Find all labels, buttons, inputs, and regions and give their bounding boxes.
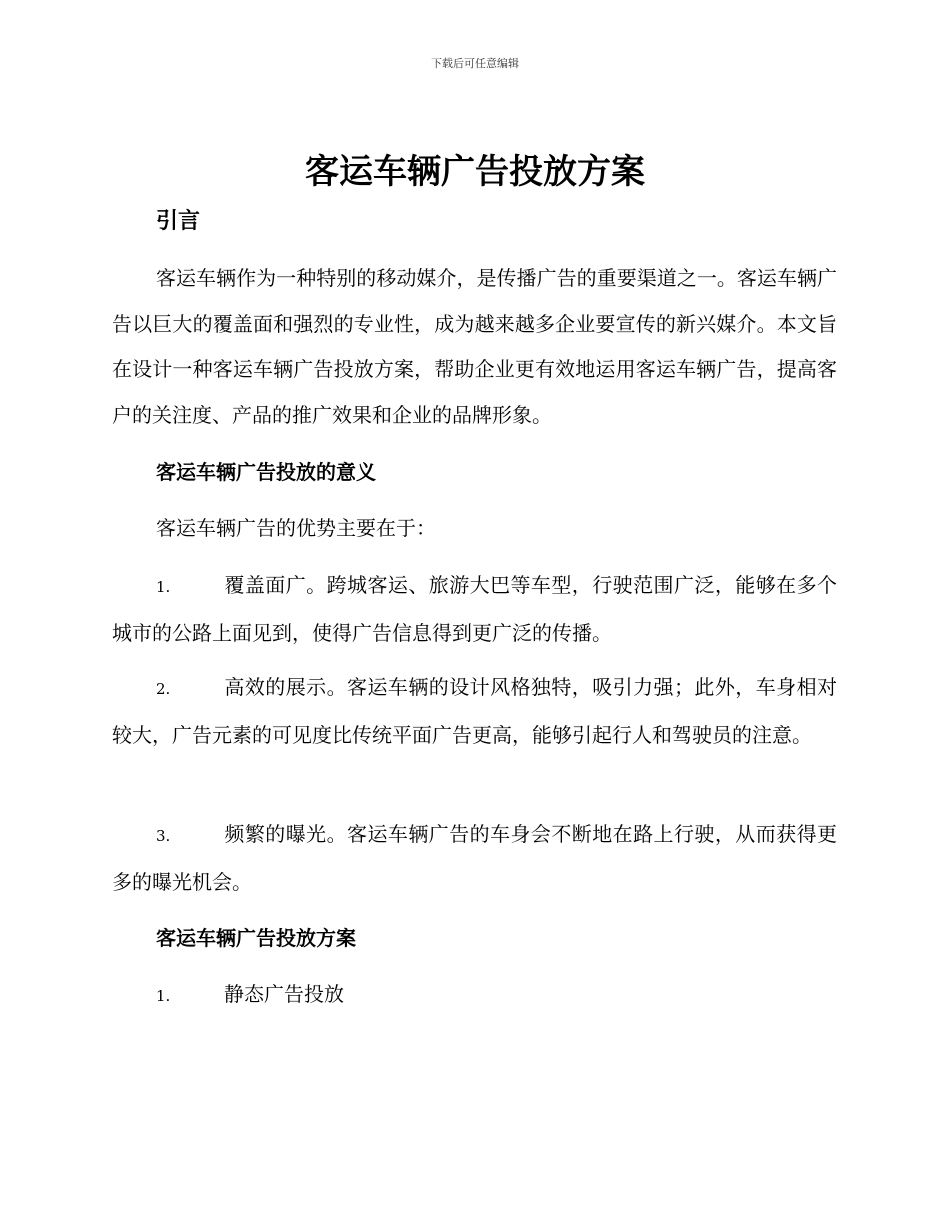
intro-heading: 引言 xyxy=(156,209,201,234)
list-item-text: 覆盖面广。跨城客运、旅游大巴等车型，行驶范围广泛，能够在多个城市的公路上面见到，使得广告信息得到更广泛的传播。 xyxy=(112,573,837,645)
list-item-text: 静态广告投放 xyxy=(224,982,344,1006)
list-item-number: 3. xyxy=(156,827,171,845)
list-item-number: 2. xyxy=(156,680,171,698)
list-item xyxy=(112,665,837,758)
list-item-number: 1. xyxy=(156,987,171,1005)
list-item-text: 频繁的曝光。客运车辆广告的车身会不断地在路上行驶，从而获得更多的曝光机会。 xyxy=(112,822,837,894)
list-item xyxy=(112,812,837,905)
document-title: 客运车辆广告投放方案 xyxy=(305,152,645,192)
list-item xyxy=(112,972,837,1020)
intro-paragraph: 客运车辆作为一种特别的移动媒介，是传播广告的重要渠道之一。客运车辆广告以巨大的覆盖面和强烈的专业性，成为越来越多企业要宣传的新兴媒介。本文旨在设计一种客运车辆广告投放方案，帮助企业更有效地运用客运车辆广告，提高客户的关注度、产品的推广效果和企业的品牌形象。 xyxy=(112,266,837,427)
section-lead-text: 客运车辆广告的优势主要在于： xyxy=(156,516,436,540)
section-heading-significance: 客运车辆广告投放的意义 xyxy=(156,460,376,484)
list-item-text: 高效的展示。客运车辆的设计风格独特，吸引力强；此外，车身相对较大，广告元素的可见度比传统平面广告更高，能够引起行人和驾驶员的注意。 xyxy=(112,675,837,747)
section-heading-plan: 客运车辆广告投放方案 xyxy=(156,926,356,950)
list-item xyxy=(112,563,837,656)
page-header-note: 下载后可任意编辑 xyxy=(431,57,519,70)
list-item-number: 1. xyxy=(156,578,171,596)
